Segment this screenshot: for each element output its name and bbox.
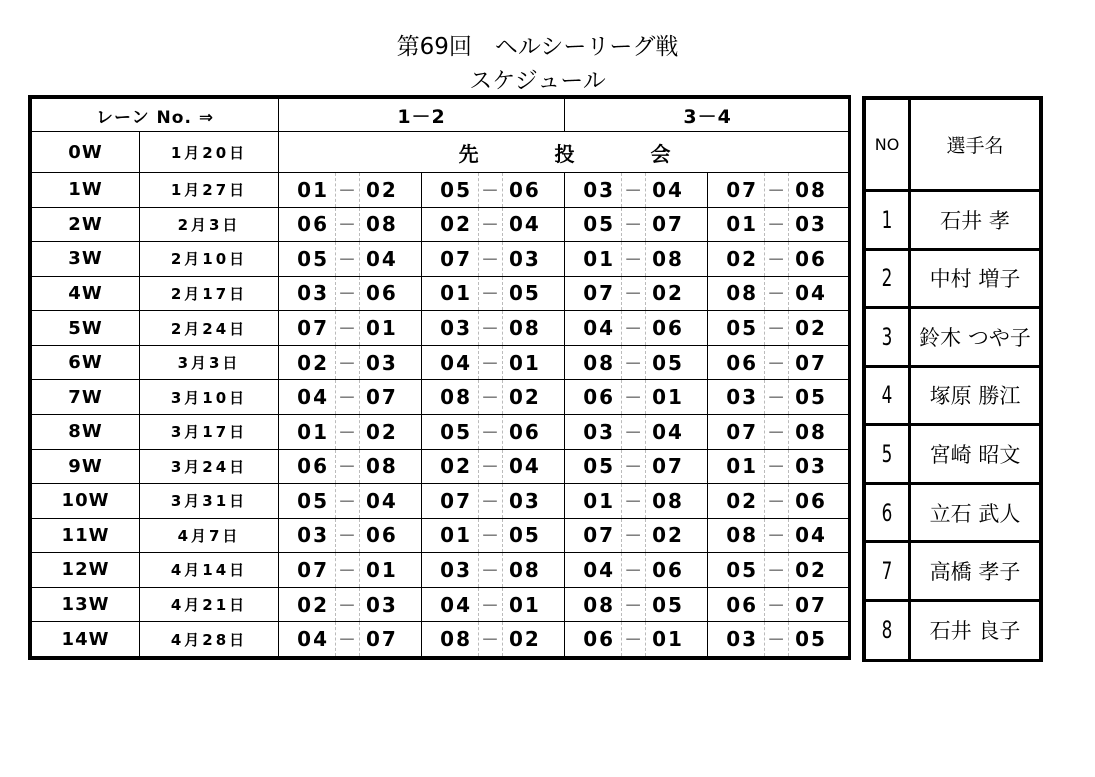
player-number: 2 xyxy=(866,249,910,308)
pairing-player-a: 07 xyxy=(708,173,765,208)
pairing-player-b: 08 xyxy=(646,242,708,277)
pairing-player-b: 05 xyxy=(789,622,851,657)
pairing-player-a: 02 xyxy=(422,449,479,484)
week-label: 7W xyxy=(32,380,140,415)
player-row xyxy=(866,542,1040,601)
pairing-player-b: 05 xyxy=(789,380,851,415)
pairing-dash: － xyxy=(336,518,360,553)
schedule-row xyxy=(32,484,851,519)
schedule-header-row xyxy=(32,99,851,132)
schedule-row xyxy=(32,311,851,346)
pairing-dash: － xyxy=(479,518,503,553)
pairing-player-b: 01 xyxy=(503,345,565,380)
week-label: 3W xyxy=(32,242,140,277)
player-name: 宮崎 昭文 xyxy=(910,425,1040,484)
pairing-dash: － xyxy=(479,380,503,415)
pairing-player-a: 05 xyxy=(422,414,479,449)
pairing-player-a: 02 xyxy=(279,587,336,622)
pairing-dash: － xyxy=(622,484,646,519)
pairing-dash: － xyxy=(622,345,646,380)
week-date: 4月21日 xyxy=(140,587,279,622)
pairing-player-b: 07 xyxy=(646,449,708,484)
pairing-player-a: 05 xyxy=(279,484,336,519)
pairing-player-a: 06 xyxy=(565,380,622,415)
pairing-player-b: 02 xyxy=(360,173,422,208)
pairing-player-b: 04 xyxy=(360,484,422,519)
pairing-player-b: 01 xyxy=(360,311,422,346)
pairing-dash: － xyxy=(765,173,789,208)
player-number-header: NO xyxy=(866,100,910,191)
pairing-player-b: 01 xyxy=(360,553,422,588)
pairing-player-b: 06 xyxy=(789,242,851,277)
pairing-dash: － xyxy=(622,207,646,242)
week-date: 3月31日 xyxy=(140,484,279,519)
pairing-dash: － xyxy=(479,276,503,311)
pairing-player-a: 05 xyxy=(708,553,765,588)
player-row xyxy=(866,483,1040,542)
pairing-dash: － xyxy=(622,311,646,346)
pairing-dash: － xyxy=(479,242,503,277)
pairing-player-b: 08 xyxy=(360,207,422,242)
pairing-player-a: 03 xyxy=(565,173,622,208)
week-label: 4W xyxy=(32,276,140,311)
week-date: 3月17日 xyxy=(140,414,279,449)
practice-session-label: 先 投 会 xyxy=(279,132,851,173)
pairing-dash: － xyxy=(765,622,789,657)
pairing-dash: － xyxy=(765,380,789,415)
pairing-player-b: 08 xyxy=(503,311,565,346)
pairing-player-a: 04 xyxy=(565,553,622,588)
pairing-player-b: 05 xyxy=(503,276,565,311)
pairing-dash: － xyxy=(479,414,503,449)
pairing-player-b: 05 xyxy=(646,345,708,380)
pairing-player-b: 08 xyxy=(646,484,708,519)
pairing-dash: － xyxy=(765,311,789,346)
pairing-player-b: 07 xyxy=(646,207,708,242)
pairing-player-b: 04 xyxy=(789,276,851,311)
pairing-dash: － xyxy=(765,276,789,311)
pairing-player-a: 01 xyxy=(565,484,622,519)
pairing-player-b: 06 xyxy=(360,518,422,553)
schedule-row xyxy=(32,242,851,277)
pairing-player-a: 08 xyxy=(708,518,765,553)
pairing-player-a: 04 xyxy=(565,311,622,346)
pairing-player-b: 02 xyxy=(503,380,565,415)
pairing-player-b: 02 xyxy=(789,311,851,346)
pairing-player-b: 03 xyxy=(789,207,851,242)
pairing-player-a: 05 xyxy=(279,242,336,277)
player-number: 8 xyxy=(866,600,910,659)
week-label: 14W xyxy=(32,622,140,657)
player-name: 高橋 孝子 xyxy=(910,542,1040,601)
pairing-player-b: 03 xyxy=(503,484,565,519)
pairing-dash: － xyxy=(765,518,789,553)
schedule-row xyxy=(32,132,851,173)
pairing-player-a: 01 xyxy=(422,518,479,553)
pairing-dash: － xyxy=(479,553,503,588)
pairing-dash: － xyxy=(765,484,789,519)
pairing-player-b: 07 xyxy=(789,587,851,622)
pairing-dash: － xyxy=(622,553,646,588)
pairing-player-a: 05 xyxy=(565,207,622,242)
pairing-player-b: 01 xyxy=(646,380,708,415)
pairing-dash: － xyxy=(336,380,360,415)
player-name: 中村 増子 xyxy=(910,249,1040,308)
week-date: 3月3日 xyxy=(140,345,279,380)
pairing-player-b: 03 xyxy=(360,345,422,380)
schedule-row xyxy=(32,276,851,311)
pairing-dash: － xyxy=(336,587,360,622)
week-date: 2月10日 xyxy=(140,242,279,277)
pairing-dash: － xyxy=(336,414,360,449)
week-label: 10W xyxy=(32,484,140,519)
pairing-dash: － xyxy=(765,242,789,277)
pairing-player-a: 07 xyxy=(279,311,336,346)
player-row xyxy=(866,425,1040,484)
pairing-player-b: 04 xyxy=(789,518,851,553)
pairing-player-b: 06 xyxy=(646,553,708,588)
week-label: 2W xyxy=(32,207,140,242)
pairing-player-a: 08 xyxy=(565,587,622,622)
pairing-player-a: 07 xyxy=(422,484,479,519)
pairing-dash: － xyxy=(336,553,360,588)
players-header-row xyxy=(866,100,1040,191)
pairing-player-a: 04 xyxy=(279,380,336,415)
week-label: 1W xyxy=(32,173,140,208)
pairing-dash: － xyxy=(336,276,360,311)
pairing-player-a: 04 xyxy=(422,345,479,380)
pairing-player-b: 06 xyxy=(503,173,565,208)
pairing-player-b: 07 xyxy=(360,622,422,657)
schedule-row xyxy=(32,173,851,208)
pairing-dash: － xyxy=(765,207,789,242)
pairing-player-a: 06 xyxy=(565,622,622,657)
pairing-player-b: 01 xyxy=(646,622,708,657)
pairing-player-a: 01 xyxy=(565,242,622,277)
pairing-player-a: 01 xyxy=(279,414,336,449)
pairing-dash: － xyxy=(479,622,503,657)
pairing-player-a: 06 xyxy=(708,345,765,380)
week-label: 6W xyxy=(32,345,140,380)
player-number: 4 xyxy=(866,366,910,425)
page-title: 第69回 ヘルシーリーグ戦 xyxy=(396,34,679,60)
pairing-player-b: 06 xyxy=(646,311,708,346)
pairing-player-a: 06 xyxy=(708,587,765,622)
players-table xyxy=(862,96,1043,662)
week-date: 3月10日 xyxy=(140,380,279,415)
pairing-player-a: 03 xyxy=(279,518,336,553)
player-number: 6 xyxy=(866,483,910,542)
pairing-player-a: 01 xyxy=(279,173,336,208)
pairing-dash: － xyxy=(765,345,789,380)
week-label: 13W xyxy=(32,587,140,622)
lane-group-header: 1－2 xyxy=(279,99,565,132)
player-row xyxy=(866,366,1040,425)
pairing-dash: － xyxy=(622,587,646,622)
pairing-player-a: 05 xyxy=(565,449,622,484)
week-date: 3月24日 xyxy=(140,449,279,484)
pairing-dash: － xyxy=(622,173,646,208)
pairing-player-b: 08 xyxy=(789,414,851,449)
pairing-player-b: 05 xyxy=(646,587,708,622)
week-date: 4月7日 xyxy=(140,518,279,553)
week-date: 1月27日 xyxy=(140,173,279,208)
pairing-dash: － xyxy=(336,484,360,519)
pairing-player-a: 04 xyxy=(422,587,479,622)
pairing-player-a: 02 xyxy=(708,484,765,519)
pairing-player-a: 05 xyxy=(422,173,479,208)
player-number: 7 xyxy=(866,542,910,601)
pairing-player-a: 03 xyxy=(422,553,479,588)
pairing-dash: － xyxy=(336,345,360,380)
schedule-table xyxy=(28,95,851,660)
pairing-dash: － xyxy=(479,484,503,519)
pairing-player-a: 07 xyxy=(565,518,622,553)
pairing-player-a: 02 xyxy=(708,242,765,277)
pairing-player-a: 05 xyxy=(708,311,765,346)
pairing-player-b: 01 xyxy=(503,587,565,622)
player-name: 石井 孝 xyxy=(910,191,1040,250)
pairing-dash: － xyxy=(479,311,503,346)
pairing-player-a: 04 xyxy=(279,622,336,657)
week-label: 12W xyxy=(32,553,140,588)
pairing-player-b: 03 xyxy=(503,242,565,277)
pairing-player-a: 08 xyxy=(565,345,622,380)
pairing-player-b: 06 xyxy=(789,484,851,519)
pairing-dash: － xyxy=(336,173,360,208)
pairing-player-b: 02 xyxy=(503,622,565,657)
pairing-player-a: 03 xyxy=(279,276,336,311)
schedule-row xyxy=(32,553,851,588)
schedule-row xyxy=(32,345,851,380)
week-label: 8W xyxy=(32,414,140,449)
schedule-row xyxy=(32,587,851,622)
pairing-dash: － xyxy=(622,276,646,311)
pairing-player-a: 07 xyxy=(565,276,622,311)
pairing-player-b: 07 xyxy=(360,380,422,415)
schedule-row xyxy=(32,414,851,449)
pairing-dash: － xyxy=(336,449,360,484)
player-row xyxy=(866,308,1040,367)
pairing-player-b: 02 xyxy=(646,518,708,553)
player-name-header: 選手名 xyxy=(910,100,1040,191)
schedule-row xyxy=(32,380,851,415)
week-date: 2月24日 xyxy=(140,311,279,346)
pairing-player-b: 08 xyxy=(503,553,565,588)
pairing-player-b: 02 xyxy=(646,276,708,311)
pairing-dash: － xyxy=(336,242,360,277)
pairing-dash: － xyxy=(622,414,646,449)
week-label: 5W xyxy=(32,311,140,346)
player-number: 5 xyxy=(866,425,910,484)
pairing-player-a: 01 xyxy=(422,276,479,311)
pairing-dash: － xyxy=(479,207,503,242)
pairing-player-a: 03 xyxy=(708,622,765,657)
week-date: 4月28日 xyxy=(140,622,279,657)
pairing-dash: － xyxy=(336,622,360,657)
pairing-player-b: 08 xyxy=(360,449,422,484)
pairing-player-a: 02 xyxy=(422,207,479,242)
pairing-player-a: 03 xyxy=(565,414,622,449)
pairing-dash: － xyxy=(622,449,646,484)
pairing-player-a: 02 xyxy=(279,345,336,380)
pairing-dash: － xyxy=(765,587,789,622)
lane-group-header: 3－4 xyxy=(565,99,851,132)
pairing-player-b: 05 xyxy=(503,518,565,553)
pairing-dash: － xyxy=(479,173,503,208)
pairing-player-a: 01 xyxy=(708,207,765,242)
player-number: 3 xyxy=(866,308,910,367)
pairing-player-b: 04 xyxy=(360,242,422,277)
player-row xyxy=(866,249,1040,308)
page-subtitle: スケジュール xyxy=(469,68,606,94)
pairing-dash: － xyxy=(479,587,503,622)
pairing-player-a: 07 xyxy=(708,414,765,449)
player-name: 鈴木 つや子 xyxy=(910,308,1040,367)
pairing-player-a: 08 xyxy=(422,622,479,657)
week-date: 1月20日 xyxy=(140,132,279,173)
pairing-player-b: 06 xyxy=(503,414,565,449)
pairing-player-a: 07 xyxy=(279,553,336,588)
pairing-player-a: 03 xyxy=(422,311,479,346)
player-name: 石井 良子 xyxy=(910,600,1040,659)
pairing-player-b: 03 xyxy=(789,449,851,484)
pairing-player-b: 04 xyxy=(646,414,708,449)
week-date: 2月17日 xyxy=(140,276,279,311)
pairing-dash: － xyxy=(765,449,789,484)
pairing-dash: － xyxy=(622,622,646,657)
week-date: 4月14日 xyxy=(140,553,279,588)
player-row xyxy=(866,191,1040,250)
pairing-player-b: 03 xyxy=(360,587,422,622)
pairing-dash: － xyxy=(622,242,646,277)
pairing-player-b: 08 xyxy=(789,173,851,208)
lane-number-header: レーン No. ⇒ xyxy=(32,99,279,132)
week-label: 11W xyxy=(32,518,140,553)
schedule-row xyxy=(32,518,851,553)
schedule-row xyxy=(32,207,851,242)
pairing-player-b: 04 xyxy=(646,173,708,208)
player-row xyxy=(866,600,1040,659)
player-number: 1 xyxy=(866,191,910,250)
week-date: 2月3日 xyxy=(140,207,279,242)
pairing-dash: － xyxy=(479,449,503,484)
pairing-player-b: 04 xyxy=(503,207,565,242)
pairing-player-b: 02 xyxy=(360,414,422,449)
pairing-player-a: 06 xyxy=(279,207,336,242)
pairing-dash: － xyxy=(765,553,789,588)
pairing-player-a: 07 xyxy=(422,242,479,277)
pairing-dash: － xyxy=(336,207,360,242)
pairing-player-a: 06 xyxy=(279,449,336,484)
pairing-player-a: 08 xyxy=(708,276,765,311)
schedule-row xyxy=(32,622,851,657)
pairing-dash: － xyxy=(622,380,646,415)
schedule-row xyxy=(32,449,851,484)
week-label: 9W xyxy=(32,449,140,484)
pairing-player-b: 02 xyxy=(789,553,851,588)
pairing-player-b: 07 xyxy=(789,345,851,380)
pairing-player-a: 08 xyxy=(422,380,479,415)
pairing-dash: － xyxy=(765,414,789,449)
pairing-player-a: 03 xyxy=(708,380,765,415)
player-name: 立石 武人 xyxy=(910,483,1040,542)
pairing-player-b: 06 xyxy=(360,276,422,311)
pairing-dash: － xyxy=(336,311,360,346)
pairing-player-a: 01 xyxy=(708,449,765,484)
player-name: 塚原 勝江 xyxy=(910,366,1040,425)
pairing-player-b: 04 xyxy=(503,449,565,484)
week-label: 0W xyxy=(32,132,140,173)
pairing-dash: － xyxy=(622,518,646,553)
pairing-dash: － xyxy=(479,345,503,380)
